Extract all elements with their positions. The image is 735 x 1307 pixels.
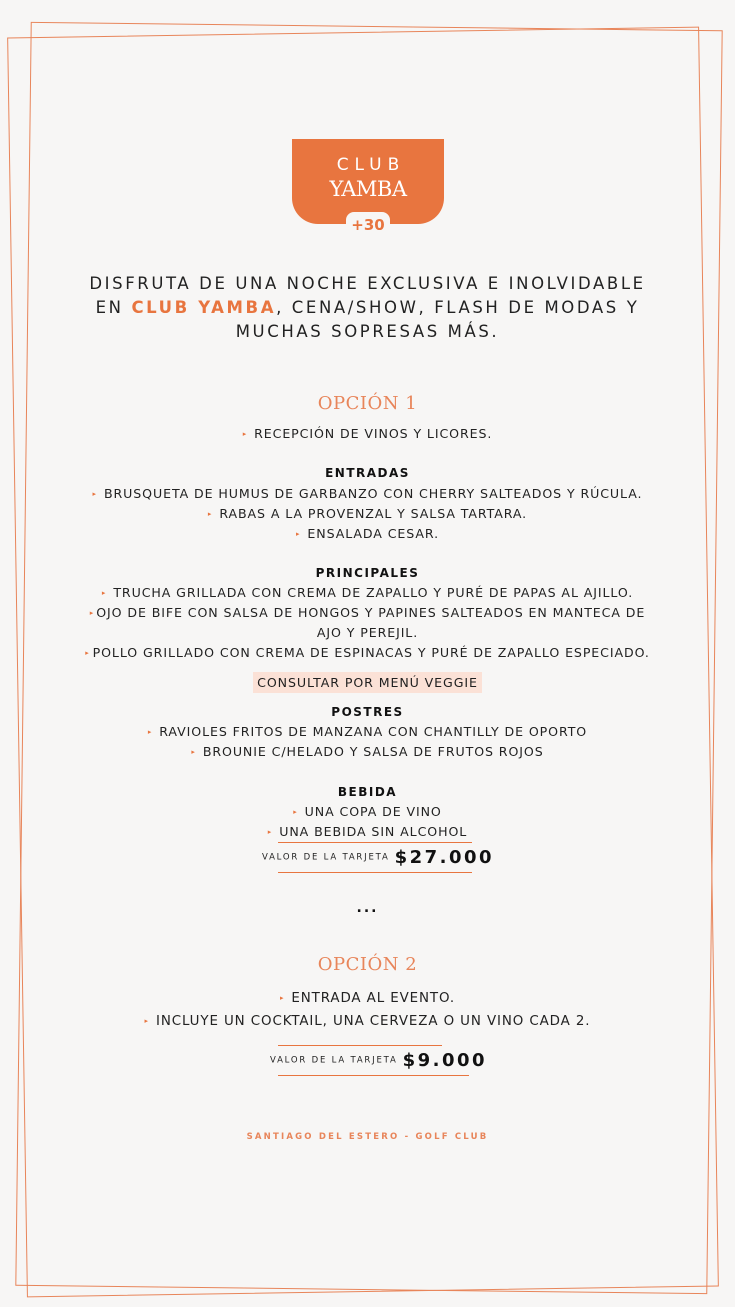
bullet-icon: ▸	[293, 808, 298, 816]
separator-dots: ...	[356, 900, 379, 916]
bullet-icon: ▸	[295, 530, 301, 538]
option-1-title: OPCIÓN 1	[317, 393, 418, 414]
price-label: VALOR DE LA TARJETA	[262, 852, 390, 863]
bullet-icon: ▸	[101, 589, 107, 597]
price-amount: $9.000	[402, 1050, 488, 1071]
bullet-icon: ▸	[89, 609, 95, 617]
price-row	[262, 847, 495, 868]
list-item-text: RABAS A LA PROVENZAL Y SALSA TARTARA.	[219, 506, 528, 521]
veggie-note-row	[0, 672, 735, 693]
intro-line-2-pre: EN	[95, 298, 132, 317]
option-2-list	[0, 987, 735, 1033]
bullet-icon: ▸	[144, 1017, 149, 1025]
list-item-text: INCLUYE UN COCKTAIL, UNA CERVEZA O UN VINO CADA 2.	[155, 1014, 591, 1029]
veggie-note: CONSULTAR POR MENÚ VEGGIE	[253, 672, 482, 693]
price-box-option-1	[262, 842, 495, 874]
bullet-icon: ▸	[207, 510, 213, 518]
intro-text	[60, 272, 675, 344]
list-item-text: POLLO GRILLADO CON CREMA DE ESPINACAS Y PURÉ DE ZAPALLO ESPECIADO.	[92, 645, 650, 660]
list-item	[0, 524, 735, 544]
list-item	[0, 583, 735, 603]
price-amount: $27.000	[394, 847, 495, 868]
section-heading-postres: POSTRES	[331, 705, 404, 719]
list-item	[0, 822, 735, 842]
list-item-text: ENSALADA CESAR.	[307, 526, 440, 541]
price-bottom-rule	[278, 1075, 469, 1076]
list-item	[0, 1010, 735, 1033]
list-item-text: TRUCHA GRILLADA CON CREMA DE ZAPALLO Y PURÉ DE PAPAS AL AJILLO.	[113, 585, 634, 600]
list-item	[0, 424, 735, 444]
bullet-icon: ▸	[191, 748, 196, 756]
logo-club-text: CLUB	[336, 155, 406, 175]
price-row	[270, 1050, 490, 1071]
logo-yamba-text: YAMBA	[329, 177, 407, 201]
price-box-option-2	[270, 1045, 488, 1077]
welcome-item: RECEPCIÓN DE VINOS Y LICORES.	[254, 426, 493, 441]
list-item	[0, 504, 735, 524]
bebida-list	[0, 802, 735, 842]
intro-club-name: CLUB YAMBA	[131, 298, 277, 317]
section-heading-entradas: ENTRADAS	[325, 466, 410, 480]
bullet-icon: ▸	[85, 649, 90, 657]
list-item-continuation: AJO Y PEREJIL.	[316, 625, 419, 640]
list-item-text: BROUNIE C/HELADO Y SALSA DE FRUTOS ROJOS	[202, 744, 544, 759]
intro-line-3: MUCHAS SOPRESAS MÁS.	[235, 322, 500, 341]
option-2-title: OPCIÓN 2	[317, 954, 418, 975]
list-item	[0, 742, 735, 762]
footer-location: SANTIAGO DEL ESTERO - GOLF CLUB	[246, 1132, 489, 1142]
price-top-rule	[278, 1045, 442, 1046]
list-item	[0, 802, 735, 822]
section-heading-principales: PRINCIPALES	[315, 566, 420, 580]
list-item	[0, 987, 735, 1010]
price-top-rule	[278, 842, 472, 843]
list-item-text: ENTRADA AL EVENTO.	[291, 991, 456, 1006]
intro-line-2-post: , CENA/SHOW, FLASH DE MODAS Y	[276, 298, 640, 317]
list-item-text: BRUSQUETA DE HUMUS DE GARBANZO CON CHERRY SALTEADOS Y RÚCULA.	[103, 486, 643, 501]
entradas-list	[0, 484, 735, 544]
age-badge: +30	[346, 212, 390, 238]
bullet-icon: ▸	[279, 994, 285, 1002]
list-item-text: RAVIOLES FRITOS DE MANZANA CON CHANTILLY DE OPORTO	[159, 724, 588, 739]
list-item	[0, 603, 735, 623]
bullet-icon: ▸	[242, 430, 248, 438]
list-item-text: OJO DE BIFE CON SALSA DE HONGOS Y PAPINES SALTEADOS EN MANTECA DE	[96, 605, 646, 620]
list-item	[0, 722, 735, 742]
bullet-icon: ▸	[147, 728, 153, 736]
list-item-text: UNA BEBIDA SIN ALCOHOL	[279, 824, 468, 839]
intro-line-1: DISFRUTA DE UNA NOCHE EXCLUSIVA E INOLVIDABLE	[89, 274, 646, 293]
bullet-icon: ▸	[267, 828, 273, 836]
postres-list	[0, 722, 735, 762]
intro-line-2	[60, 296, 675, 320]
principales-list	[0, 583, 735, 663]
list-item	[0, 484, 735, 504]
price-label: VALOR DE LA TARJETA	[270, 1055, 398, 1066]
bullet-icon: ▸	[92, 490, 97, 498]
list-item-text: UNA COPA DE VINO	[304, 804, 442, 819]
list-item	[0, 643, 735, 663]
section-heading-bebida: BEBIDA	[337, 785, 398, 799]
price-bottom-rule	[278, 872, 472, 873]
